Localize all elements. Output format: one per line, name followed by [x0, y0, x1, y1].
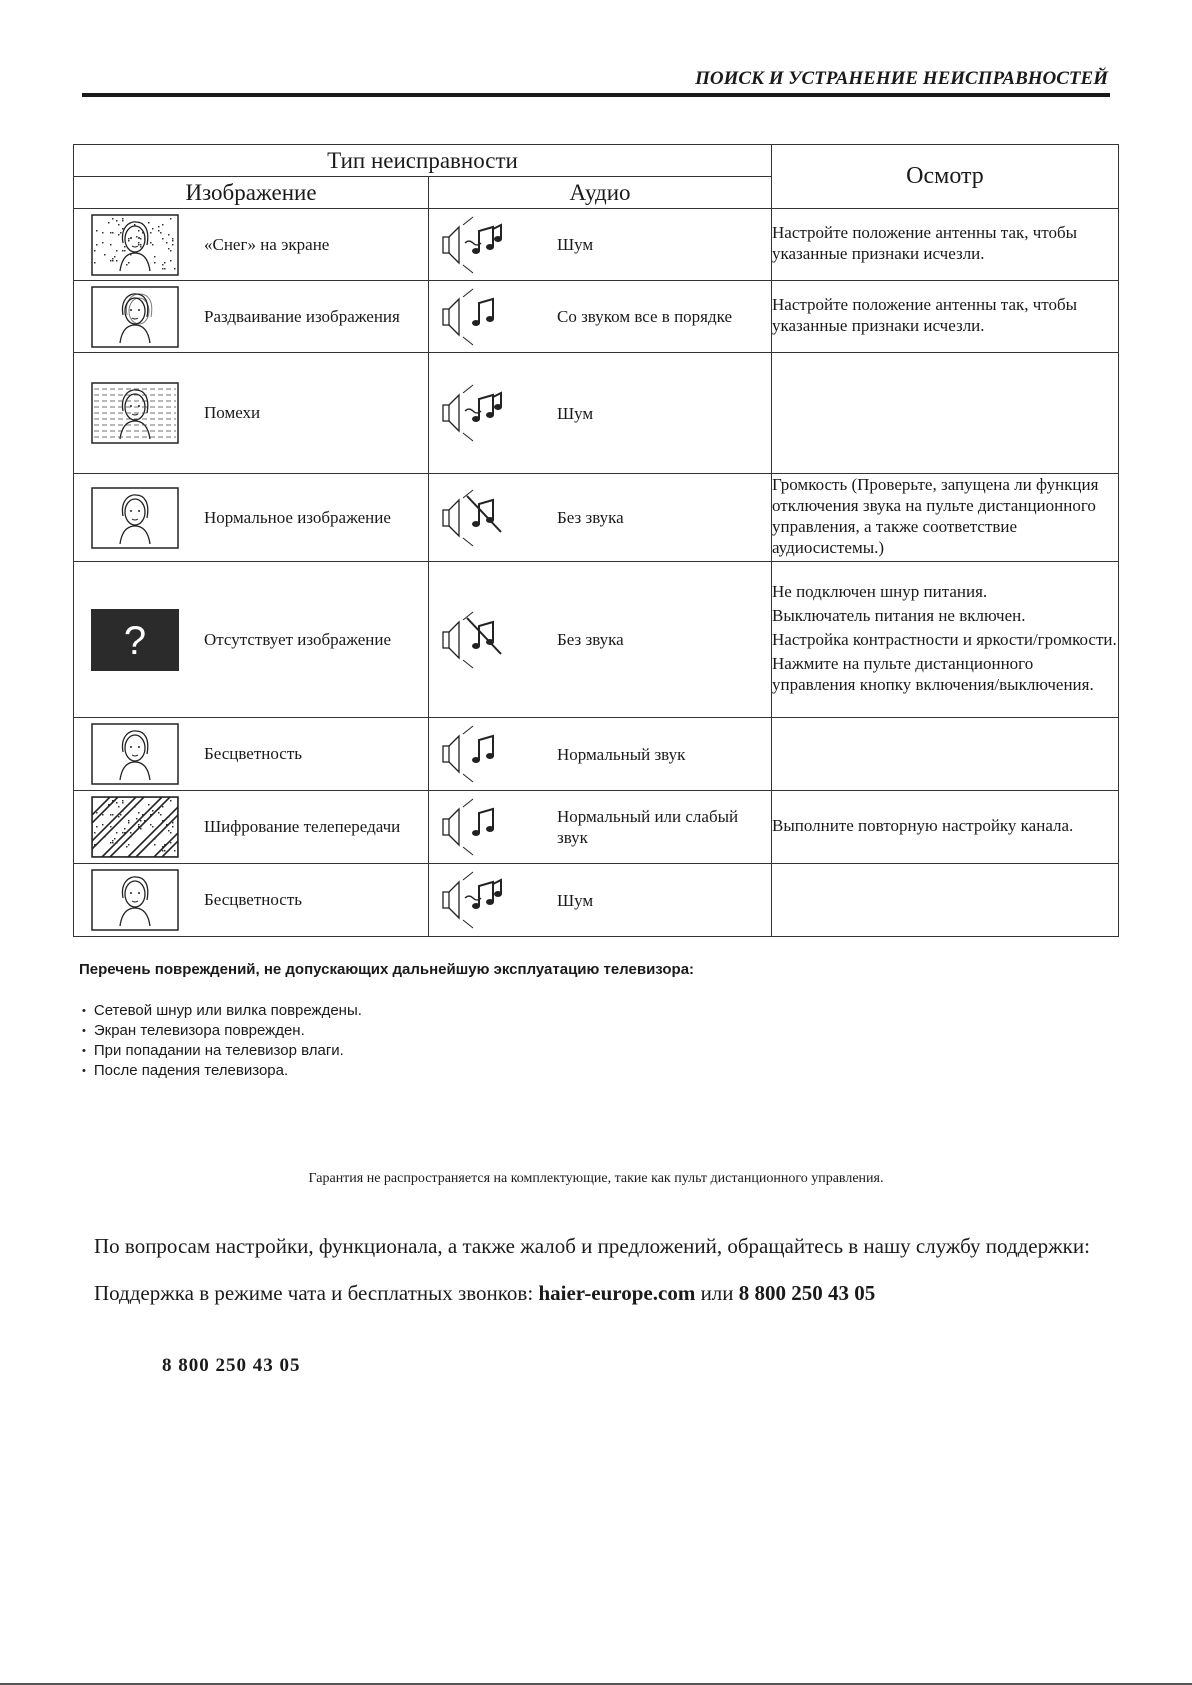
inspection-text: Громкость (Проверьте, запущена ли функция отключения звука на пульте дистанционного управления, а также соответствие аудиосистемы.): [772, 475, 1099, 557]
audio-symptom: Со звуком все в порядке: [557, 307, 733, 326]
svg-text:?: ?: [123, 618, 147, 663]
picture-symptom: Бесцветность: [204, 890, 303, 909]
normal-tv-icon: [90, 486, 180, 550]
mute-speaker-icon: [441, 608, 513, 672]
audio-symptom: Шум: [557, 890, 594, 910]
header-divider: [82, 93, 1110, 97]
damage-item: • После падения телевизора.: [82, 1061, 362, 1081]
support-website-link[interactable]: haier-europe.com: [538, 1281, 696, 1305]
support-phone: 8 800 250 43 05: [738, 1281, 876, 1305]
inspection-cell: [772, 353, 1119, 474]
table-row: [74, 474, 1119, 562]
inspection-cell: [772, 791, 1119, 864]
support-phone-standalone: 8 800 250 43 05: [162, 1355, 301, 1376]
damage-list-title: Перечень повреждений, не допускающих дальнейшую эксплуатацию телевизора:: [79, 961, 695, 978]
inspection-cell: [772, 718, 1119, 791]
image-column-header: Изображение: [74, 177, 429, 209]
table-row: [74, 353, 1119, 474]
sound-speaker-icon: [441, 795, 513, 859]
inspection-header: Осмотр: [772, 145, 1119, 209]
table-row: [74, 718, 1119, 791]
picture-symptom: Нормальное изображение: [204, 507, 391, 527]
noise-speaker-icon: [441, 381, 513, 445]
inspection-text: Настройка контрастности и яркости/громкости.: [772, 630, 1117, 649]
damage-item: • При попадании на телевизор влаги.: [82, 1041, 362, 1061]
inspection-cell: [772, 209, 1119, 281]
inspection-text: Настройте положение антенны так, чтобы указанные признаки исчезли.: [772, 295, 1078, 335]
table-row: [74, 281, 1119, 353]
damage-list: [82, 1001, 362, 1081]
noise-speaker-icon: [441, 868, 513, 932]
page-header-title: ПОИСК И УСТРАНЕНИЕ НЕИСПРАВНОСТЕЙ: [695, 68, 1108, 89]
snow-tv-icon: [90, 213, 180, 277]
support-contacts: [94, 1281, 875, 1306]
fault-type-header: Тип неисправности: [74, 145, 772, 177]
picture-symptom: Раздваивание изображения: [204, 306, 400, 326]
sound-speaker-icon: [441, 285, 513, 349]
picture-symptom: Помехи: [204, 403, 261, 422]
ghost-tv-icon: [90, 285, 180, 349]
inspection-text: Настройте положение антенны так, чтобы указанные признаки исчезли.: [772, 223, 1078, 263]
inspection-cell: [772, 281, 1119, 353]
picture-symptom: «Снег» на экране: [204, 234, 330, 254]
inspection-text: Нажмите на пульте дистанционного управления кнопку включения/выключения.: [772, 654, 1094, 694]
inspection-cell: [772, 474, 1119, 562]
warranty-note: Гарантия не распространяется на комплектующие, такие как пульт дистанционного управления.: [308, 1171, 884, 1186]
sound-speaker-icon: [441, 722, 513, 786]
no-picture-icon: [90, 608, 180, 672]
damage-item: • Сетевой шнур или вилка повреждены.: [82, 1001, 362, 1021]
inspection-cell: [772, 864, 1119, 937]
inspection-text: Выполните повторную настройку канала.: [772, 816, 1074, 835]
audio-symptom: Без звука: [557, 630, 624, 649]
audio-symptom: Шум: [557, 403, 594, 423]
audio-symptom: Нормальный звук: [557, 744, 686, 764]
inspection-text: Выключатель питания не включен.: [772, 606, 1026, 625]
picture-symptom: Шифрование телепередачи: [204, 817, 401, 836]
normal-tv-icon: [90, 722, 180, 786]
table-row: [74, 864, 1119, 937]
normal-tv-icon: [90, 868, 180, 932]
table-row: [74, 562, 1119, 718]
table-row: [74, 209, 1119, 281]
support-chat-prefix: Поддержка в режиме чата и бесплатных звонков:: [94, 1281, 534, 1305]
damage-item: • Экран телевизора поврежден.: [82, 1021, 362, 1041]
interference-tv-icon: [90, 381, 180, 445]
audio-symptom: Шум: [557, 235, 594, 254]
mute-speaker-icon: [441, 486, 513, 550]
picture-symptom: Бесцветность: [204, 744, 303, 763]
table-row: [74, 791, 1119, 864]
inspection-cell: [772, 562, 1119, 718]
troubleshooting-table: [73, 144, 1119, 937]
audio-symptom: Без звука: [557, 508, 624, 527]
picture-symptom: Отсутствует изображение: [204, 629, 392, 649]
inspection-text: Не подключен шнур питания.: [772, 582, 988, 601]
noise-speaker-icon: [441, 213, 513, 277]
support-question: По вопросам настройки, функционала, а также жалоб и предложений, обращайтесь в нашу службу поддержки:: [94, 1234, 1090, 1258]
scrambled-tv-icon: [90, 795, 180, 859]
audio-symptom: Нормальный или слабый звук: [557, 807, 739, 847]
support-or: или: [700, 1281, 734, 1305]
audio-column-header: Аудио: [429, 177, 772, 209]
